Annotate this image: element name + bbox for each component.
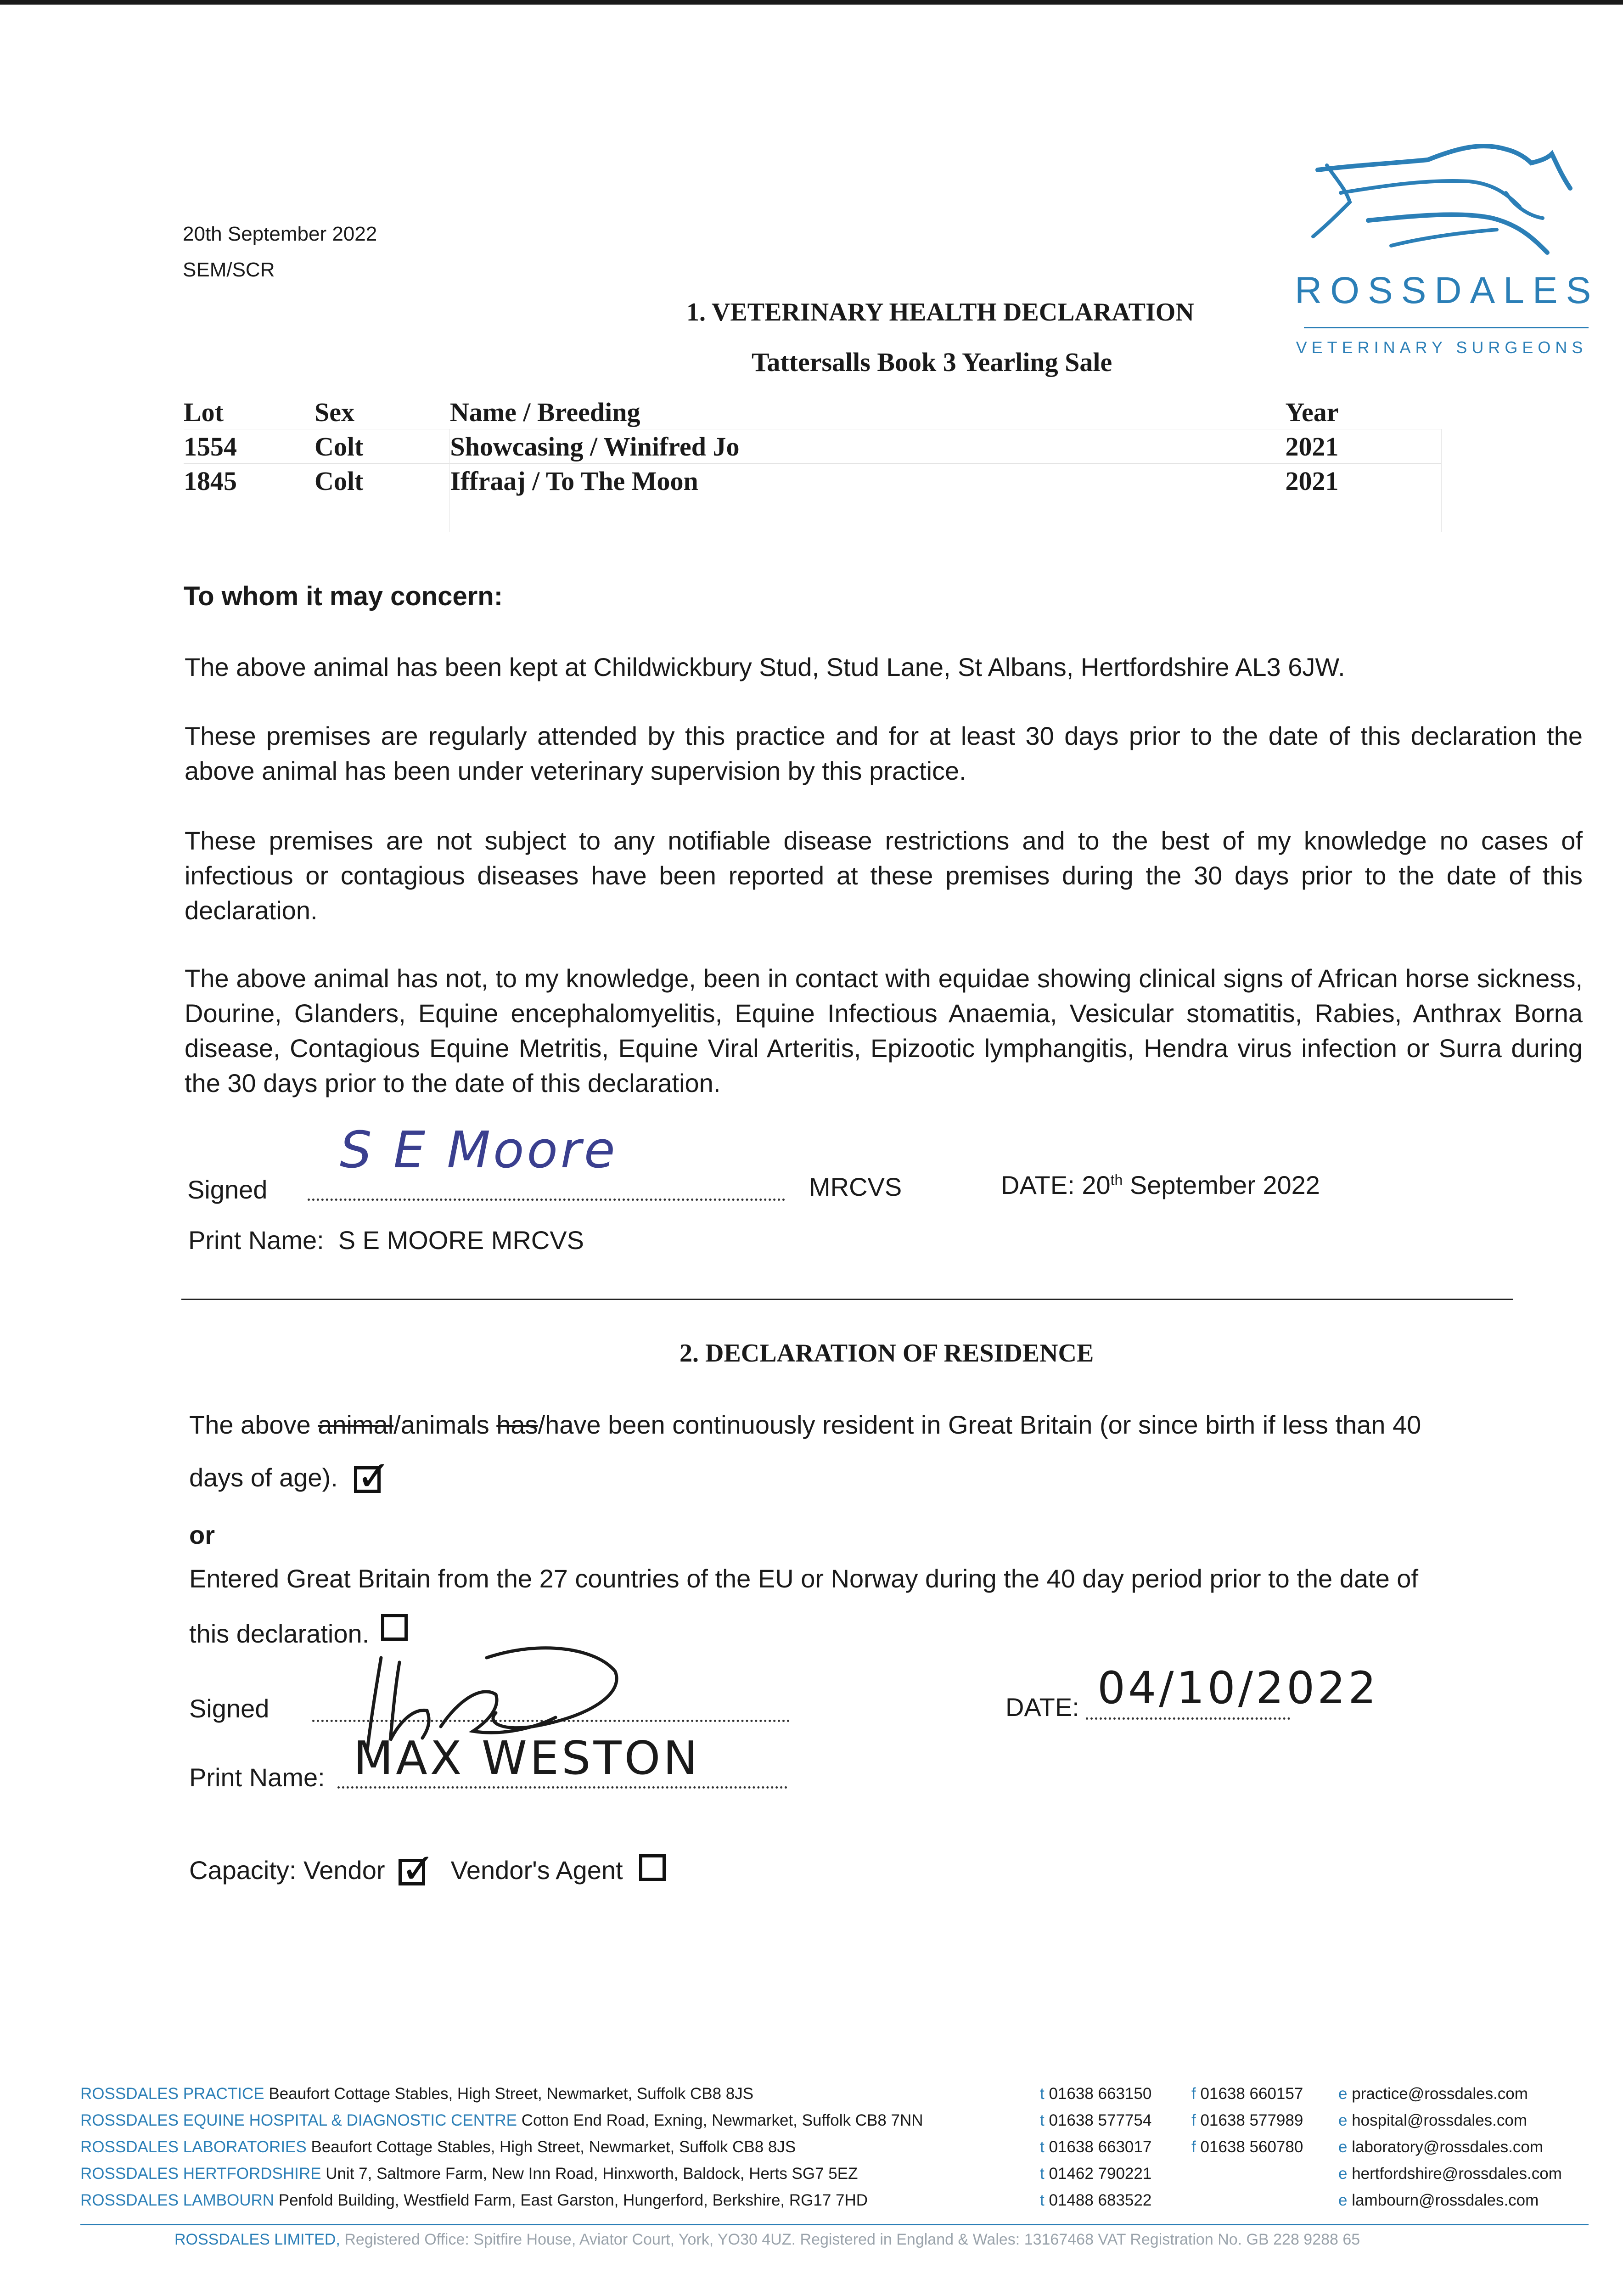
section2-print-name-label: Print Name: (189, 1763, 325, 1792)
brand-divider (1304, 327, 1589, 328)
name-breeding-cell: Iffraaj / To The Moon (450, 464, 1286, 498)
footer-row: ROSSDALES LABORATORIES Beaufort Cottage Stables, High Street, Newmarket, Suffolk CB8 8JS t 01638 663017 f 01638 560780 e laboratory@rossdales.com (80, 2138, 1544, 2156)
section2-date-line (1086, 1713, 1290, 1720)
section1-signature-line (308, 1194, 785, 1201)
paragraph-premises: The above animal has been kept at Childwickbury Stud, Stud Lane, St Albans, Hertfordshire AL3 6JW. (185, 653, 1345, 681)
sex-cell: Colt (314, 429, 450, 464)
section2-title: 2. DECLARATION OF RESIDENCE (680, 1339, 1094, 1367)
column-header-sex: Sex (314, 397, 354, 427)
table-row-empty (184, 498, 1442, 533)
residence-statement-cont: days of age). ✓ (189, 1453, 391, 1500)
name-breeding-cell: Showcasing / Winifred Jo (450, 429, 1286, 464)
sex-cell: Colt (314, 464, 450, 498)
section1-print-name: Print Name: S E MOORE MRCVS (188, 1226, 584, 1255)
footer-row: ROSSDALES EQUINE HOSPITAL & DIAGNOSTIC CENTRE Cotton End Road, Exning, Newmarket, Suffolk CB8 7NN t 01638 577754 f 01638 577989 e hospital@rossdales.com (80, 2111, 1528, 2129)
top-border (0, 0, 1623, 5)
footer-row: ROSSDALES HERTFORDSHIRE Unit 7, Saltmore Farm, New Inn Road, Hinxworth, Baldock, Herts SG7 5EZ t 01462 790221 e hertfordshire@rossdales.com (80, 2165, 1562, 2183)
footer-row: ROSSDALES PRACTICE Beaufort Cottage Stables, High Street, Newmarket, Suffolk CB8 8JS t 01638 663150 f 01638 660157 e practice@rossdales.com (80, 2085, 1528, 2103)
vendor-checkbox[interactable] (399, 1846, 436, 1892)
section1-title: 1. VETERINARY HEALTH DECLARATION (686, 298, 1194, 326)
entered-statement: Entered Great Britain from the 27 countries of the EU or Norway during the 40 day period prior to the date of (189, 1564, 1419, 1593)
year-cell: 2021 (1286, 429, 1442, 464)
section1-subtitle: Tattersalls Book 3 Yearling Sale (752, 347, 1112, 377)
section1-date: DATE: 20th September 2022 (1001, 1171, 1320, 1199)
lot-cell: 1554 (184, 429, 314, 464)
lot-table (184, 395, 1442, 532)
column-header-name-breeding: Name / Breeding (449, 397, 640, 427)
section1-signed-label: Signed (187, 1175, 268, 1204)
table-row (184, 464, 1442, 498)
column-header-year: Year (1285, 397, 1339, 427)
footer-divider (80, 2224, 1589, 2225)
lot-table-header (184, 395, 1442, 429)
capacity-row: Capacity: Vendor ✓ Vendor's Agent (189, 1855, 666, 1885)
horse-logo-icon (1276, 138, 1589, 276)
section2-date-label: DATE: (1005, 1693, 1079, 1722)
or-label: or (189, 1520, 215, 1549)
residence-statement: The above animal/animals has/have been continuously resident in Great Britain (or since birth if less than 40 (189, 1410, 1421, 1439)
paragraph-supervision: These premises are regularly attended by this practice and for at least 30 days prior to the date of this declaration the above animal has been under veterinary supervision by this practice. (185, 721, 1583, 785)
paragraph-contact: The above animal has not, to my knowledge, been in contact with equidae showing clinical signs of African horse sickness, Dourine, Glanders, Equine encephalomyelitis, Equine Infectious Anaemia, Vesicular stomatitis, Rabies, Anthrax Borna disease, Contagious Equine Metritis, Equine Viral Arteritis, Epizootic lymphangitis, Hendra virus infection or Surra during the 30 days prior to the date of this declaration. (185, 964, 1583, 1097)
check-mark-icon: ✓ (401, 1846, 436, 1892)
section2-print-name: MAX WESTON (354, 1731, 701, 1785)
check-mark-icon: ✓ (356, 1453, 391, 1500)
brand-name: ROSSDALES (1295, 270, 1600, 311)
year-cell: 2021 (1286, 464, 1442, 498)
column-header-lot: Lot (184, 397, 224, 427)
qualification: MRCVS (809, 1172, 902, 1201)
table-row (184, 429, 1442, 464)
lot-cell: 1845 (184, 464, 314, 498)
section2-signed-label: Signed (189, 1694, 270, 1723)
letter-date: 20th September 2022 (183, 223, 377, 245)
section-divider (181, 1299, 1513, 1300)
entered-statement-cont: this declaration. (189, 1619, 408, 1649)
registration-line: ROSSDALES LIMITED, Registered Office: Spitfire House, Aviator Court, York, YO30 4UZ. Registered in England & Wales: 13167468 VAT Registration No. GB 228 9288 65 (174, 2231, 1360, 2248)
section1-signature: S E Moore (340, 1120, 618, 1179)
brand-tagline: VETERINARY SURGEONS (1296, 338, 1588, 357)
resident-checkbox[interactable] (354, 1453, 391, 1500)
paragraph-restrictions: These premises are not subject to any notifiable disease restrictions and to the best of my knowledge no cases of infectious or contagious diseases have been reported at these premises during the 30 days prior to the date of this declaration. (185, 826, 1583, 925)
letter-reference: SEM/SCR (183, 259, 275, 281)
section2-date-value: 04/10/2022 (1097, 1662, 1379, 1714)
vendor-agent-checkbox[interactable] (639, 1854, 666, 1881)
footer-row: ROSSDALES LAMBOURN Penfold Building, Westfield Farm, East Garston, Hungerford, Berkshire, RG17 7HD t 01488 683522 e lambourn@rossdales.com (80, 2191, 1539, 2209)
greeting: To whom it may concern: (184, 581, 503, 611)
